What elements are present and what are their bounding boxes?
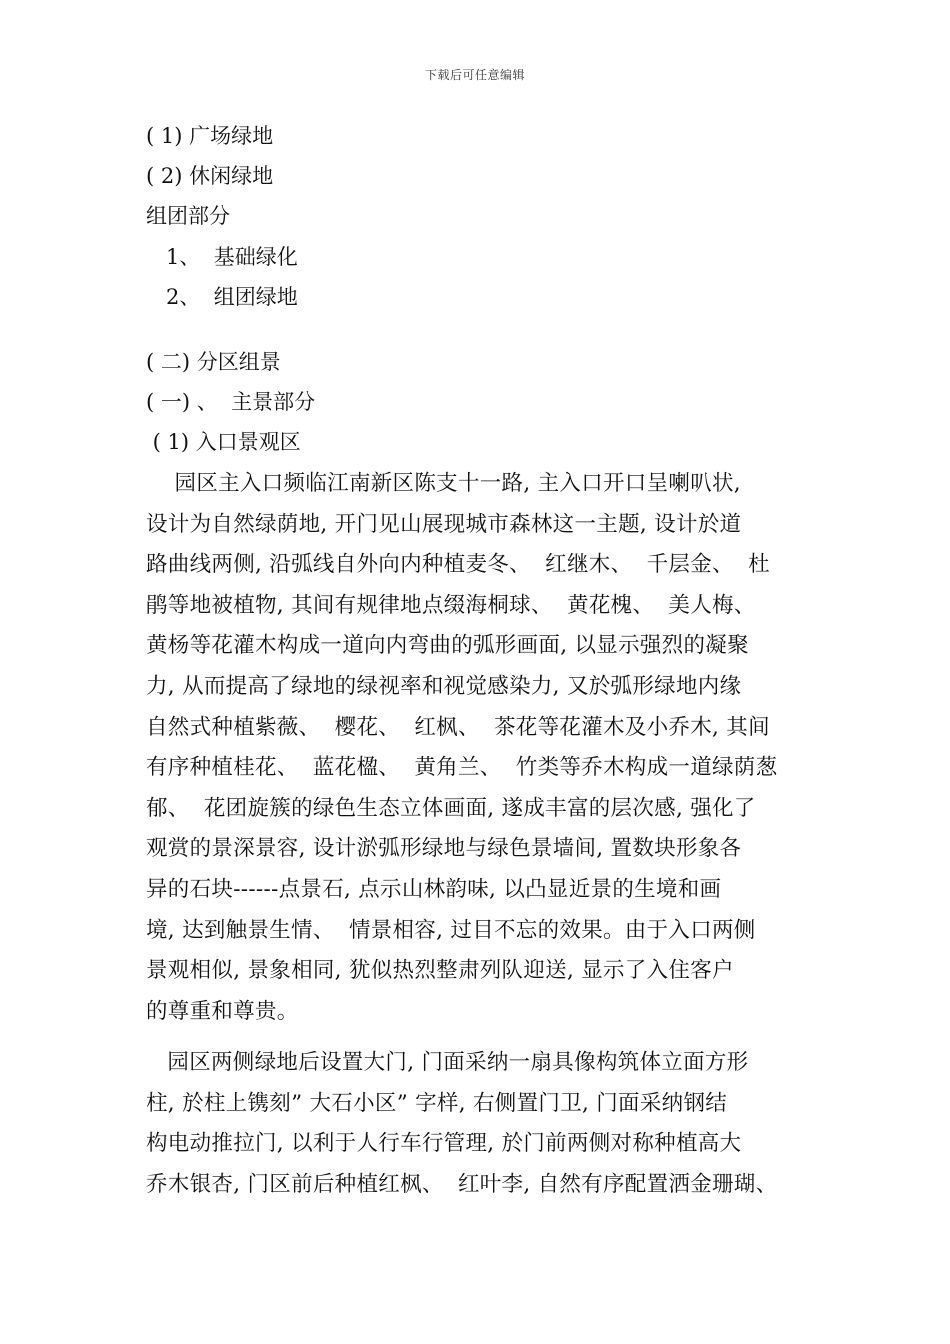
paragraph-line: 景观相似, 景象相同, 犹似热烈整肃列队迎送, 显示了入住客户 [146,958,734,984]
paragraph-gate-design [146,1043,816,1205]
paragraph-line: 自然式种植紫薇、 樱花、 红枫、 茶花等花灌木及小乔木, 其间 [146,714,770,740]
paragraph-line: 园区主入口频临江南新区陈支十一路, 主入口开口呈喇叭状, [146,471,741,496]
paragraph-line: 观赏的景深景容, 设计淤弧形绿地与绿色景墙间, 置数块形象各 [146,836,742,862]
section-heading-main-scene: ( 一) 、 主景部分 [146,390,316,414]
paragraph-entrance-landscape [146,464,816,1032]
paragraph-line: 力, 从而提高了绿地的绿视率和视觉感染力, 又於弧形绿地内缘 [146,673,742,699]
outline-cluster-section: 组团部分 [146,204,230,228]
outline-plaza-green: ( 1) 广场绿地 [146,124,274,148]
section-heading-zoning: ( 二) 分区组景 [146,350,281,374]
paragraph-line: 园区两侧绿地后设置大门, 门面采纳一扇具像构筑体立面方形 [146,1050,749,1075]
paragraph-line: 有序种植桂花、 蓝花楹、 黄角兰、 竹类等乔木构成一道绿荫葱 [146,755,778,781]
paragraph-line: 路曲线两侧, 沿弧线自外向内种植麦冬、 红继木、 千层金、 杜 [146,552,770,578]
paragraph-line: 境, 达到触景生情、 情景相容, 过目不忘的效果。由于入口两侧 [146,917,756,943]
paragraph-line: 构电动推拉门, 以利于人行车行管理, 於门前两侧对称种植高大 [146,1131,742,1157]
outline-basic-greening: 1、 基础绿化 [146,245,298,269]
paragraph-line: 黄杨等花灌木构成一道向内弯曲的弧形画面, 以显示强烈的凝聚 [146,633,749,659]
outline-cluster-green: 2、 组团绿地 [146,285,298,309]
download-note: 下载后可任意编辑 [424,68,525,82]
paragraph-line: 柱, 於柱上镌刻” 大石小区” 字样, 右侧置门卫, 门面采纳钢结 [146,1090,728,1116]
outline-leisure-green: ( 2) 休闲绿地 [146,164,274,188]
paragraph-line: 乔木银杏, 门区前后种植红枫、 红叶李, 自然有序配置洒金珊瑚、 [146,1171,778,1197]
section-heading-entrance: ( 1) 入口景观区 [146,430,301,454]
paragraph-line: 鹃等地被植物, 其间有规律地点缀海桐球、 黄花槐、 美人梅、 [146,592,756,618]
paragraph-line: 设计为自然绿荫地, 开门见山展现城市森林这一主题, 设计於道 [146,511,742,537]
paragraph-line: 的尊重和尊贵。 [146,998,299,1024]
paragraph-line: 异的石块------点景石, 点示山林韵味, 以凸显近景的生境和画 [146,876,722,902]
paragraph-line: 郁、 花团旋簇的绿色生态立体画面, 遂成丰富的层次感, 强化了 [146,795,756,821]
